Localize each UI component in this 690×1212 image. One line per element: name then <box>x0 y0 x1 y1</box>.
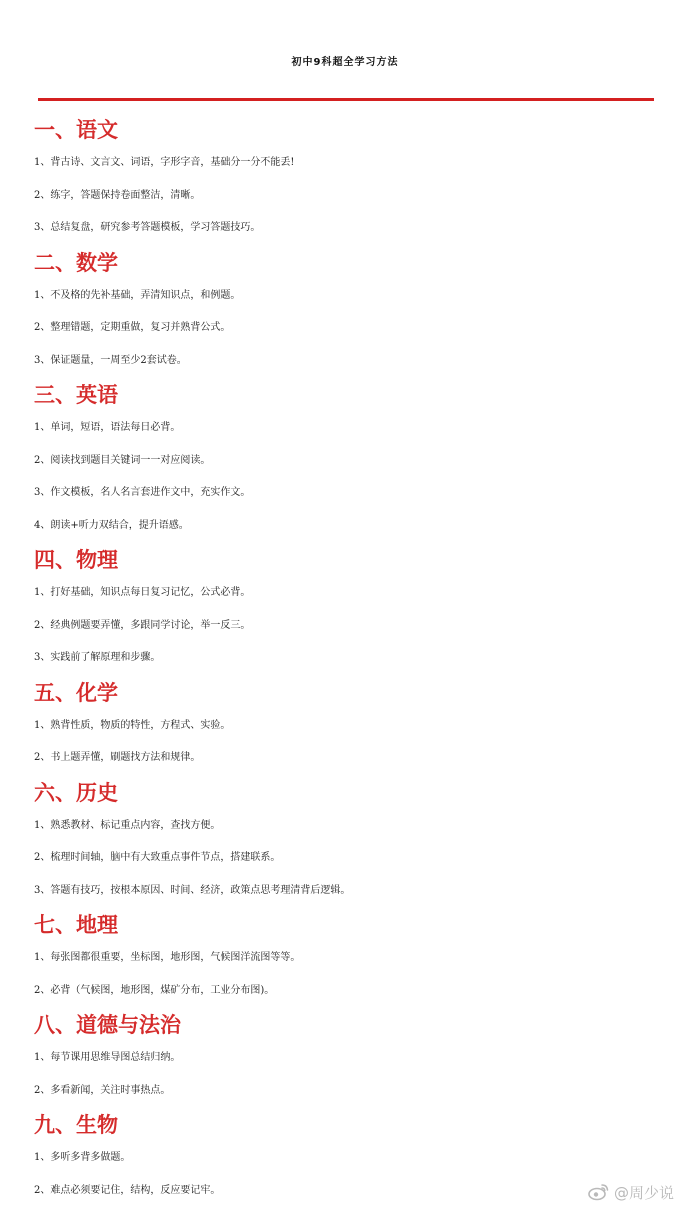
watermark <box>588 1180 674 1204</box>
subject-section <box>34 542 674 675</box>
watermark-text: @周少说 <box>614 1183 675 1202</box>
tip-item: 2、多看新闻，关注时事热点。 <box>34 1084 171 1096</box>
weibo-icon <box>588 1183 610 1201</box>
tip-item: 1、熟悉教材、标记重点内容，查找方便。 <box>34 819 221 831</box>
tip-item: 2、难点必须要记住，结构，反应要记牢。 <box>34 1184 221 1196</box>
tip-item: 3、作文模板，名人名言套进作文中，充实作文。 <box>34 487 251 498</box>
subject-section <box>34 245 674 378</box>
subject-section <box>34 675 674 775</box>
tip-item: 4、朗读+听力双结合，提升语感。 <box>34 519 189 531</box>
subject-heading: 二、数学 <box>34 249 118 275</box>
tip-item: 2、阅读找到题目关键词一一对应阅读。 <box>34 454 211 466</box>
subject-section <box>34 907 674 1007</box>
method-list <box>34 112 674 1207</box>
tip-item: 1、每张图都很重要，坐标图，地形图，气候图洋流图等等。 <box>34 952 301 963</box>
tip-item: 2、练字，答题保持卷面整洁，清晰。 <box>34 189 201 201</box>
subject-section <box>34 775 674 908</box>
tip-item: 2、必背（气候图，地形图，煤矿分布，工业分布图)。 <box>34 984 275 996</box>
subject-heading: 五、化学 <box>34 679 118 705</box>
subject-heading: 三、英语 <box>34 382 118 407</box>
subject-section <box>34 377 674 542</box>
subject-heading: 七、地理 <box>34 912 118 937</box>
page-title: 初中9科超全学习方法 <box>291 57 399 68</box>
tip-item: 2、整理错题，定期重做，复习并熟背公式。 <box>34 322 231 333</box>
tip-item: 1、单词，短语，语法每日必背。 <box>34 422 181 433</box>
tip-item: 2、经典例题要弄懂，多跟同学讨论，举一反三。 <box>34 619 251 631</box>
tip-item: 1、每节课用思维导图总结归纳。 <box>34 1052 181 1063</box>
tip-item: 1、不及格的先补基础，弄清知识点，和例题。 <box>34 289 241 301</box>
tip-item: 3、实践前了解原理和步骤。 <box>34 652 161 663</box>
tip-item: 3、保证题量，一周至少2套试卷。 <box>34 354 187 366</box>
tip-item: 3、总结复盘，研究参考答题模板，学习答题技巧。 <box>34 222 261 233</box>
tip-item: 2、书上题弄懂，刷题找方法和规律。 <box>34 752 201 763</box>
tip-item: 3、答题有技巧，按根本原因、时间、经济，政策点思考理清背后逻辑。 <box>34 884 351 896</box>
subject-heading: 八、道德与法治 <box>34 1012 181 1037</box>
tip-item: 1、多听多背多做题。 <box>34 1152 131 1163</box>
tip-item: 1、熟背性质，物质的特性，方程式、实验。 <box>34 719 231 731</box>
tip-item: 1、打好基础，知识点每日复习记忆，公式必背。 <box>34 587 251 598</box>
subject-heading: 四、物理 <box>34 547 118 572</box>
subject-section <box>34 1007 674 1107</box>
subject-heading: 九、生物 <box>34 1112 118 1137</box>
subject-section <box>34 1107 674 1207</box>
subject-heading: 六、历史 <box>34 779 118 805</box>
subject-section <box>34 112 674 245</box>
title-underline <box>38 98 654 101</box>
tip-item: 2、梳理时间轴，脑中有大致重点事件节点，搭建联系。 <box>34 852 281 863</box>
tip-item: 1、背古诗、文言文、词语，字形字音，基础分一分不能丢! <box>34 157 295 168</box>
subject-heading: 一、语文 <box>34 117 118 142</box>
